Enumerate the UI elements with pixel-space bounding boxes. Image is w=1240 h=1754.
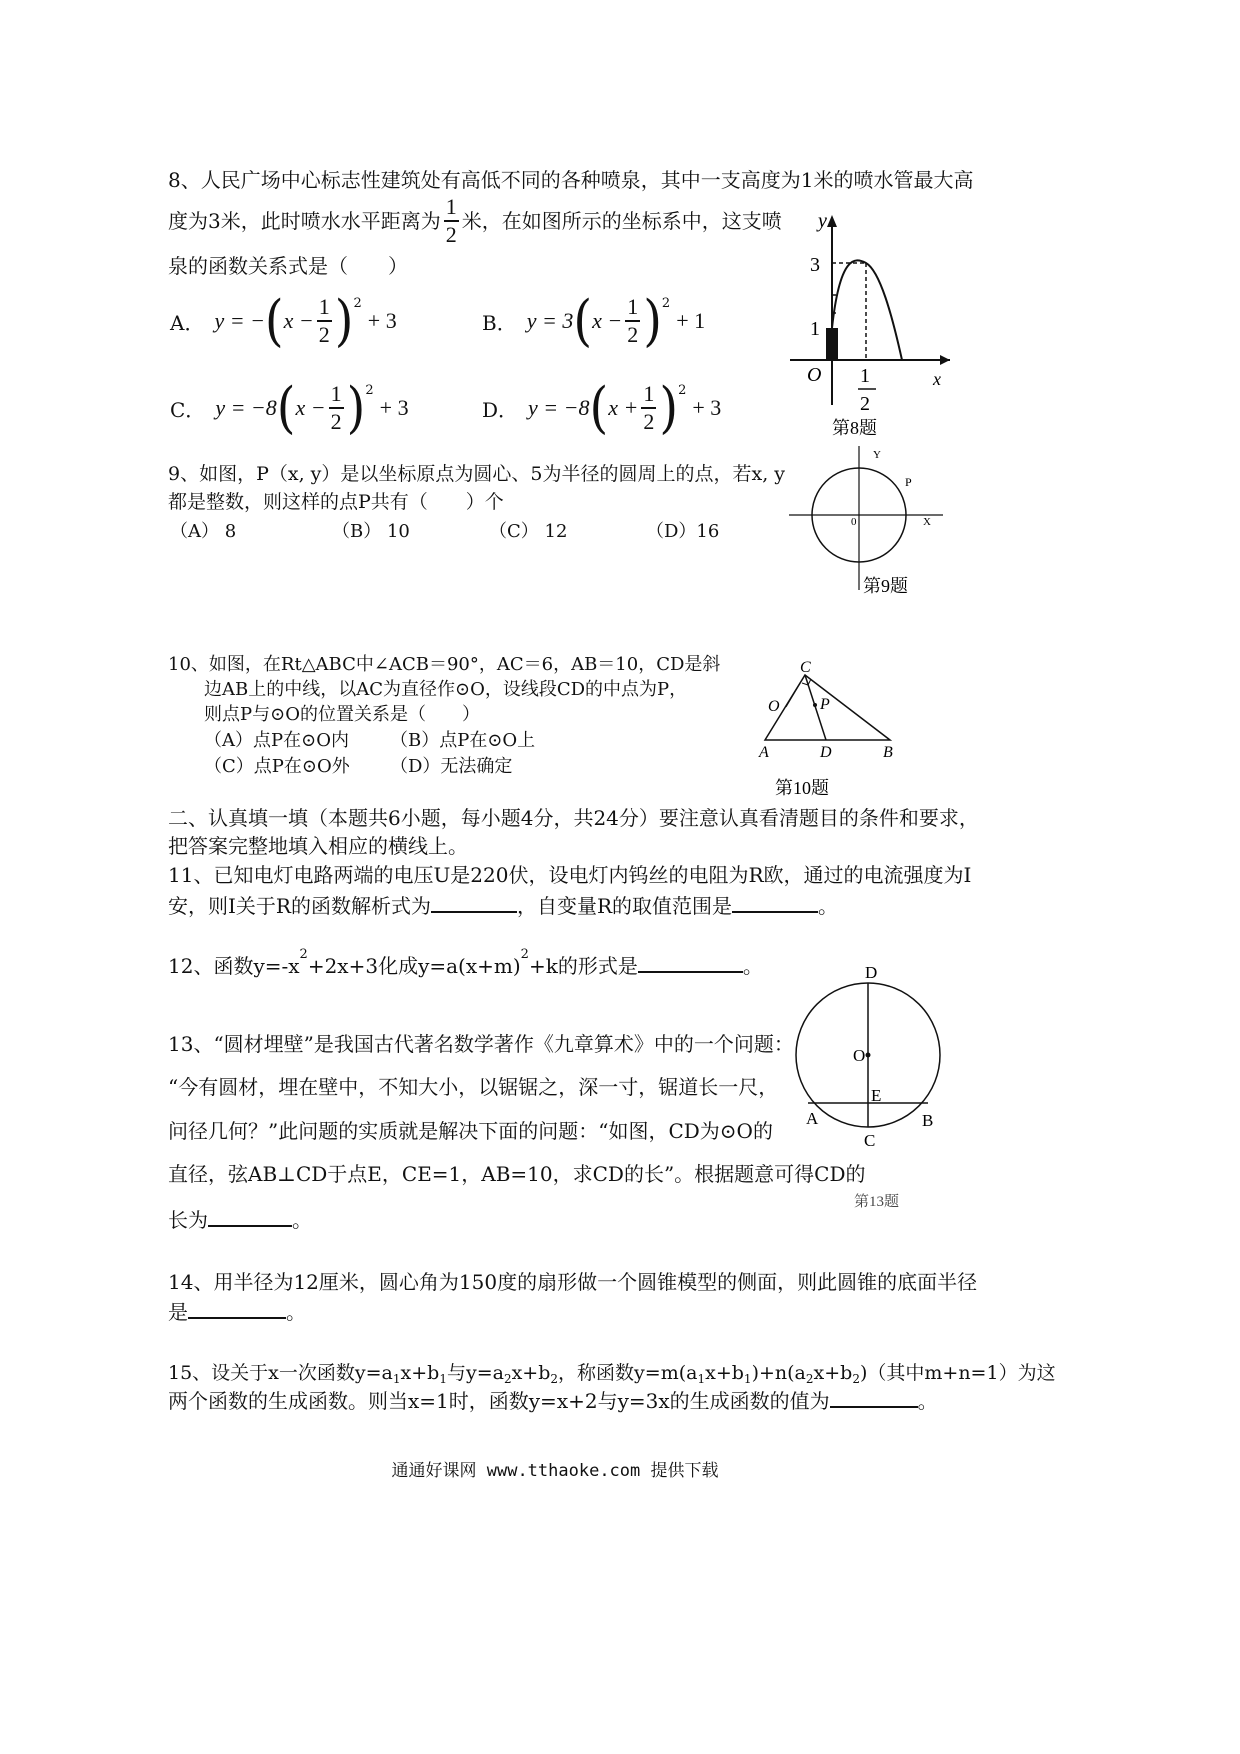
center-point	[866, 1053, 871, 1058]
q11-text-c: 。	[818, 894, 839, 918]
half-denominator: 2	[860, 393, 870, 415]
label-a: A	[759, 744, 769, 761]
option-lhs: y = −8	[528, 395, 590, 420]
option-inner: x −	[283, 308, 314, 333]
q8-option-d	[482, 375, 722, 441]
answer-blank[interactable]	[830, 1388, 918, 1408]
point-p	[813, 703, 817, 707]
figure-caption: 第13题	[854, 1194, 900, 1210]
q12-text-d: 。	[742, 954, 763, 978]
q12-text-b: +2x+3化成y=a(x+m)	[307, 954, 521, 978]
q8-option-a	[170, 288, 397, 354]
q11-line1: 11、已知电灯电路两端的电压U是220伏，设电灯内钨丝的电阻为R欧，通过的电流强度为I	[168, 863, 972, 887]
q8-line2-text: 度为3米，此时喷水水平距离为	[168, 209, 441, 233]
option-rhs: + 1	[676, 308, 706, 333]
half-numerator: 1	[860, 365, 870, 387]
tick-label-3: 3	[810, 254, 820, 276]
q8-line1: 8、人民广场中心标志性建筑处有高低不同的各种喷泉，其中一支高度为1米的喷水管最大高	[168, 168, 974, 192]
q8-fraction: $\frac{1}{2}$	[445, 194, 457, 247]
tick-label-1: 1	[810, 318, 820, 340]
q9-line1: 9、如图，P（x, y）是以坐标原点为圆心、5为半径的圆周上的点，若x, y	[168, 463, 786, 485]
left-paren: (	[264, 288, 284, 354]
option-inner: x −	[592, 308, 623, 333]
option-fraction: $\frac{1}{2}$	[627, 294, 639, 347]
figure-caption: 第9题	[863, 576, 908, 596]
q10-option-a: （A）点P在⊙O内	[204, 730, 349, 751]
q12-line	[168, 947, 763, 978]
y-axis-arrow	[827, 215, 837, 227]
section2-line1: 二、认真填一填（本题共6小题，每小题4分，共24分）要注意认真看清题目的条件和要求，	[168, 806, 979, 830]
answer-blank[interactable]	[638, 953, 743, 973]
q9-line2: 都是整数，则这样的点P共有（ ）个	[168, 491, 504, 513]
option-exponent: 2	[661, 295, 671, 311]
q9-option-a: （A） 8	[170, 521, 237, 542]
label-o: O	[768, 698, 780, 715]
section2-line2: 把答案完整地填入相应的横线上。	[168, 834, 468, 858]
label-b: B	[883, 744, 893, 761]
q9-option-b: （B） 10	[332, 521, 410, 542]
option-inner: x +	[608, 395, 639, 420]
q15-line2	[168, 1388, 938, 1413]
q8-line2-text-post: 米，在如图所示的坐标系中，这支喷	[461, 209, 782, 233]
right-paren: )	[346, 375, 366, 441]
option-label: B．	[482, 310, 517, 335]
q10-option-b: （B）点P在⊙O上	[390, 730, 536, 751]
label-a: A	[806, 1109, 819, 1128]
q10-figure	[750, 655, 910, 800]
option-label: C．	[170, 397, 206, 422]
page-footer: 通通好课网 www.tthaoke.com 提供下载	[391, 1461, 719, 1481]
answer-blank[interactable]	[208, 1207, 292, 1227]
q13-figure	[790, 960, 955, 1220]
q14-line1: 14、用半径为12厘米，圆心角为150度的扇形做一个圆锥模型的侧面，则此圆锥的底面半径	[168, 1270, 978, 1294]
spout-pipe	[826, 328, 838, 360]
option-rhs: + 3	[379, 395, 409, 420]
x-axis-label: x	[933, 369, 941, 389]
q8-line3: 泉的函数关系式是（ ）	[168, 254, 408, 278]
option-exponent: 2	[353, 295, 362, 311]
right-paren: )	[643, 288, 662, 354]
label-d: D	[865, 963, 878, 982]
option-fraction: $\frac{1}{2}$	[643, 381, 655, 434]
left-paren: (	[276, 375, 296, 441]
q11-text-a: 安，则I关于R的函数解析式为	[168, 894, 431, 918]
exponent: 2	[520, 947, 529, 962]
q15-text-a: 两个函数的生成函数。则当x=1时，函数y=x+2与y=3x的生成函数的值为	[168, 1389, 830, 1413]
answer-blank[interactable]	[188, 1299, 286, 1319]
q8-figure	[780, 205, 960, 445]
label-c: C	[864, 1131, 876, 1150]
q11-text-b: ，自变量R的取值范围是	[516, 894, 733, 918]
q8-line2	[168, 196, 782, 246]
option-rhs: + 3	[367, 308, 397, 333]
option-exponent: 2	[365, 382, 374, 398]
option-exponent: 2	[678, 382, 687, 398]
exponent: 2	[299, 947, 308, 962]
q11-line2	[168, 893, 838, 918]
point-p-label: P	[905, 475, 912, 489]
q13-line3: 问径几何？”此问题的实质就是解决下面的问题：“如图，CD为⊙O的	[168, 1119, 773, 1143]
q10-line1: 10、如图，在Rt△ABC中∠ACB＝90°，AC＝6，AB＝10，CD是斜	[168, 654, 721, 675]
right-paren: )	[659, 375, 679, 441]
q12-text-a: 12、函数y=-x	[168, 954, 300, 978]
q10-line2: 边AB上的中线，以AC为直径作⊙O，设线段CD的中点为P，	[204, 679, 688, 700]
option-label: D．	[482, 397, 519, 422]
q12-text-c: +k的形式是	[528, 954, 638, 978]
label-c: C	[800, 659, 811, 676]
answer-blank[interactable]	[732, 893, 818, 913]
q13-line2: “今有圆材，埋在壁中，不知大小，以锯锯之，深一寸，锯道长一尺，	[168, 1075, 779, 1099]
segment-co	[786, 675, 805, 707]
figure-caption: 第10题	[775, 778, 829, 798]
q10-option-c: （C）点P在⊙O外	[204, 756, 350, 777]
q9-option-c: （C） 12	[489, 521, 568, 542]
q13-text-b: 。	[292, 1208, 312, 1232]
label-o: O	[853, 1046, 866, 1065]
option-fraction: $\frac{1}{2}$	[318, 294, 330, 347]
y-axis-label: Y	[873, 449, 881, 461]
option-rhs: + 3	[692, 395, 722, 420]
right-paren: )	[334, 288, 354, 354]
q14-text-b: 。	[286, 1300, 306, 1324]
q15-line1: 15、设关于x一次函数$y=a_1x+b_1$与$y=a_2x+b_2$，称函数$y=m(a_1x+b_1)+n(a_2x+b_2)$（其中m+n=1）为这	[168, 1362, 1056, 1386]
q9-option-d: （D）16	[646, 521, 720, 542]
left-paren: (	[589, 375, 609, 441]
label-d: D	[820, 744, 832, 761]
option-lhs: y = 3	[526, 308, 574, 333]
q8-option-b	[482, 288, 706, 354]
option-lhs: y = −8	[215, 395, 277, 420]
q13-line4: 直径，弦AB⊥CD于点E，CE=1，AB=10，求CD的长”。根据题意可得CD的	[168, 1162, 866, 1186]
x-axis-label: X	[923, 516, 931, 528]
left-paren: (	[573, 288, 593, 354]
option-label: A．	[170, 310, 205, 335]
label-e: E	[871, 1086, 882, 1105]
label-p: P	[820, 696, 830, 713]
q8-option-c	[170, 375, 409, 441]
answer-blank[interactable]	[431, 893, 517, 913]
q14-line2	[168, 1299, 306, 1324]
figure-caption: 第8题	[832, 418, 877, 438]
parabola-curve	[832, 260, 902, 360]
q10-line3: 则点P与⊙O的位置关系是（ ）	[204, 704, 480, 725]
q10-option-d: （D）无法确定	[390, 756, 513, 777]
y-axis-label: y	[818, 210, 827, 232]
q13-text-a: 长为	[168, 1208, 208, 1232]
option-lhs: y = −	[214, 308, 265, 333]
q14-text-a: 是	[168, 1300, 188, 1324]
label-b: B	[922, 1111, 934, 1130]
q15-text-b: 。	[917, 1389, 938, 1413]
option-fraction: $\frac{1}{2}$	[330, 381, 342, 434]
q13-line5	[168, 1207, 312, 1232]
q9-figure	[785, 440, 955, 600]
origin-label: O	[807, 364, 822, 386]
origin-label: 0	[851, 516, 857, 528]
option-inner: x −	[295, 395, 326, 420]
q13-line1: 13、“圆材埋壁”是我国古代著名数学著作《九章算术》中的一个问题：	[168, 1032, 794, 1056]
x-axis-arrow	[940, 355, 950, 365]
